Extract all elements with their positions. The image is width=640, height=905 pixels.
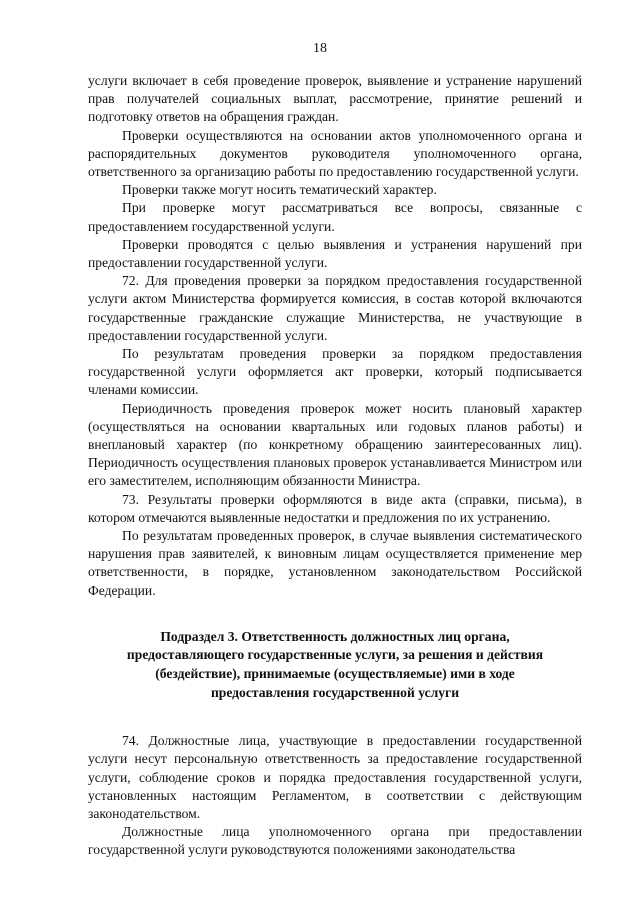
section-heading: Подраздел 3. Ответственность должностных лиц органа, предоставляющего государственные услуги, за решения и действия (бездействие), принимаемые (осуществляемые) ими в ходе предоставления государственной услуги: [126, 628, 544, 700]
page-number: 18: [313, 41, 327, 56]
paragraph: Проверки осуществляются на основании актов уполномоченного органа и распорядительных документов руководителя уполномоченного органа, ответственного за организацию работы по предоставлению государственной услуги.: [88, 127, 582, 180]
paragraph-item-72: 72. Для проведения проверки за порядком предоставления государственной услуги актом Министерства формируется комиссия, в состав которой включаются государственные гражданские служащие Министерства, не участвующие в предоставлении государственной услуги.: [88, 273, 582, 343]
paragraph: По результатам проведенных проверок, в случае выявления систематического нарушения прав заявителей, к виновным лицам осуществляется применение мер ответственности, в порядке, установленном законодательством Российской Федерации.: [88, 528, 582, 598]
paragraph: По результатам проведения проверки за порядком предоставления государственной услуги оформляется акт проверки, который подписывается членами комиссии.: [88, 346, 582, 398]
paragraph: Проверки проводятся с целью выявления и устранения нарушений при предоставлении государственной услуги.: [88, 236, 582, 271]
paragraph: При проверке могут рассматриваться все вопросы, связанные с предоставлением государственной услуги.: [88, 200, 582, 234]
paragraph: услуги включает в себя проведение проверок, выявление и устранение нарушений прав получателей социальных выплат, рассмотрение, принятие решений и подготовку ответов на обращения граждан.: [88, 73, 582, 125]
paragraph-item-74: 74. Должностные лица, участвующие в предоставлении государственной услуги несут персональную ответственность за предоставление государственной услуги, соблюдение сроков и порядка предоставления государственной услуги, установленных настоящим Регламентом, в соответствии с действующим законодательством.: [88, 733, 582, 822]
paragraph-item-73: 73. Результаты проверки оформляются в виде акта (справки, письма), в котором отмечаются выявленные недостатки и предложения по их устранению.: [88, 491, 582, 525]
paragraph: Должностные лица уполномоченного органа при предоставлении государственной услуги руководствуются положениями законодательства: [88, 824, 582, 858]
paragraph: Периодичность проведения проверок может носить плановый характер (осуществляться на основании квартальных или годовых планов работы) и внеплановый характер (по конкретному обращению заинтересованных лиц). Периодичность осуществления плановых проверок устанавливается Министром или его заместителем, исполняющим обязанности Министра.: [88, 400, 582, 489]
paragraph: Проверки также могут носить тематический характер.: [122, 182, 437, 198]
document-body: [88, 72, 582, 860]
